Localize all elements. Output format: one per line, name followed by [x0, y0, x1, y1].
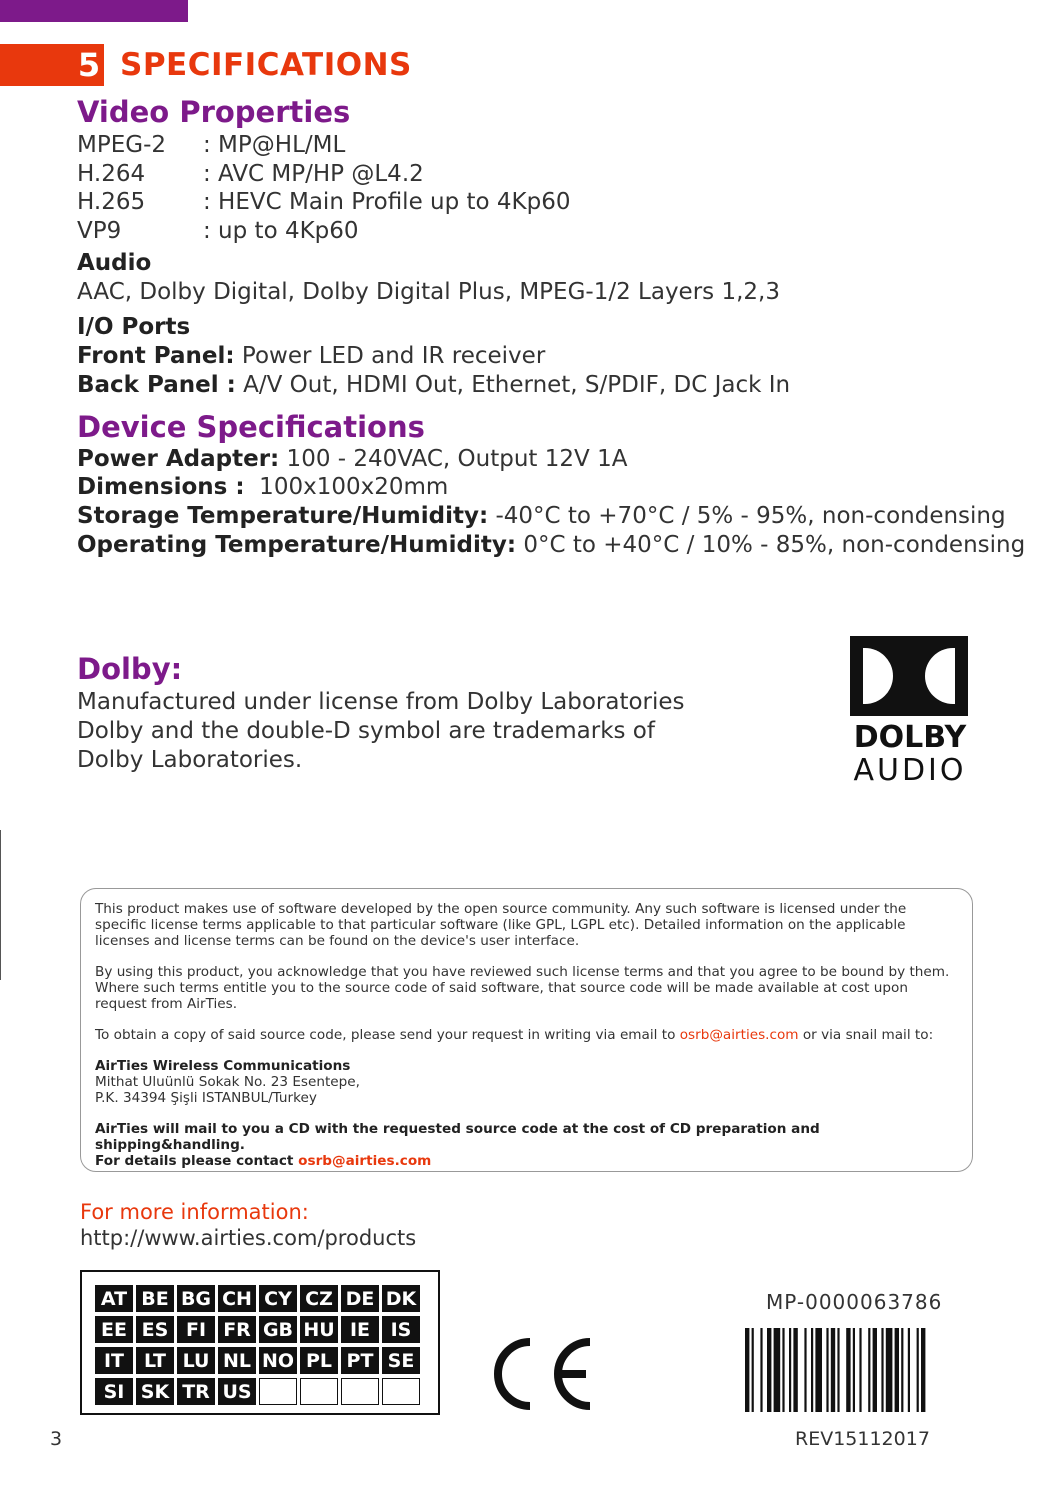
country-code-cell: LU — [177, 1347, 215, 1374]
country-codes-grid — [80, 1270, 440, 1415]
country-code-cell — [382, 1378, 420, 1405]
front-panel-row: Front Panel: Power LED and IR receiver — [77, 343, 546, 369]
country-code-cell: FR — [218, 1316, 256, 1343]
video-row: MPEG-2 : MP@HL/ML — [77, 132, 346, 158]
country-code-cell: FI — [177, 1316, 215, 1343]
country-code-cell: DE — [341, 1285, 379, 1312]
country-code-cell — [259, 1378, 297, 1405]
country-code-cell: BE — [136, 1285, 174, 1312]
io-ports-heading: I/O Ports — [77, 314, 191, 340]
barcode-icon — [745, 1328, 975, 1412]
country-code-cell: AT — [95, 1285, 133, 1312]
video-row: VP9 : up to 4Kp60 — [77, 217, 359, 244]
revision-code: REV15112017 — [795, 1428, 930, 1450]
country-code-cell: CH — [218, 1285, 256, 1312]
country-code-cell: HU — [300, 1316, 338, 1343]
more-info-url[interactable]: http://www.airties.com/products — [80, 1226, 417, 1250]
country-code-cell: IE — [341, 1316, 379, 1343]
country-code-cell: CZ — [300, 1285, 338, 1312]
ce-mark-icon — [486, 1334, 596, 1414]
country-code-cell: US — [218, 1378, 256, 1405]
dolby-heading: Dolby: — [77, 652, 183, 686]
country-code-cell: CY — [259, 1285, 297, 1312]
more-info-label: For more information: — [80, 1200, 309, 1224]
mp-number: MP-0000063786 — [766, 1290, 943, 1314]
country-code-cell: NL — [218, 1347, 256, 1374]
video-row: H.265 : HEVC Main Profile up to 4Kp60 — [77, 189, 571, 215]
country-code-cell: GB — [259, 1316, 297, 1343]
video-properties-heading: Video Properties — [77, 95, 351, 129]
open-source-notice — [80, 888, 973, 1172]
country-code-cell: ES — [136, 1316, 174, 1343]
dolby-audio-logo — [850, 636, 970, 788]
section-title: SPECIFICATIONS — [120, 47, 412, 83]
country-code-cell: BG — [177, 1285, 215, 1312]
country-code-cell: TR — [177, 1378, 215, 1405]
section-number: 5 — [77, 46, 101, 84]
top-accent-bar — [0, 0, 188, 22]
email-link[interactable]: osrb@airties.com — [298, 1153, 432, 1169]
page-number: 3 — [50, 1428, 63, 1450]
storage-temp-row: Storage Temperature/Humidity: -40°C to +70°C / 5% - 95%, non-condensing — [77, 503, 1006, 529]
dolby-double-d-icon — [850, 636, 968, 716]
email-link[interactable]: osrb@airties.com — [679, 1027, 799, 1043]
notice-paragraph: By using this product, you acknowledge that you have reviewed such license terms and that you agree to be bound by them. Where such terms entitle you to the source code of said software, that source code will be made available at cost upon request from AirTies. — [95, 964, 950, 1012]
power-adapter-row: Power Adapter: 100 - 240VAC, Output 12V 1A — [77, 446, 628, 472]
country-code-cell: NO — [259, 1347, 297, 1374]
country-code-cell: EE — [95, 1316, 133, 1343]
back-panel-row: Back Panel : A/V Out, HDMI Out, Ethernet, S/PDIF, DC Jack In — [77, 372, 791, 398]
country-code-cell — [341, 1378, 379, 1405]
page-edge-line — [0, 830, 1, 980]
country-code-cell: DK — [382, 1285, 420, 1312]
video-properties-list — [77, 131, 571, 245]
audio-text: AAC, Dolby Digital, Dolby Digital Plus, MPEG-1/2 Layers 1,2,3 — [77, 279, 780, 305]
dimensions-row: Dimensions : 100x100x20mm — [77, 474, 449, 500]
country-code-cell: IS — [382, 1316, 420, 1343]
video-row: H.264 : AVC MP/HP @L4.2 — [77, 160, 424, 187]
audio-logo-word: AUDIO — [853, 753, 967, 788]
notice-final-text: AirTies will mail to you a CD with the requested source code at the cost of CD preparation and shipping&handling. For details please contact osrb@airties.com — [95, 1121, 820, 1169]
country-code-cell: PL — [300, 1347, 338, 1374]
audio-heading: Audio — [77, 250, 152, 276]
country-code-cell — [300, 1378, 338, 1405]
notice-paragraph: To obtain a copy of said source code, please send your request in writing via email to osrb@airties.com or via snail mail to: — [95, 1027, 934, 1043]
country-code-cell: SK — [136, 1378, 174, 1405]
country-code-cell: SI — [95, 1378, 133, 1405]
country-code-cell: PT — [341, 1347, 379, 1374]
country-code-cell: LT — [136, 1347, 174, 1374]
notice-paragraph: This product makes use of software developed by the open source community. Any such software is licensed under the specific license terms applicable to that particular software (like GPL, LGPL etc). Detailed information on the applicable licenses and license terms can be found on the device's user interface. — [95, 901, 907, 949]
dolby-text: Manufactured under license from Dolby Laboratories Dolby and the double-D symbol are trademarks of Dolby Laboratories. — [77, 689, 685, 773]
device-specs-heading: Device Specifications — [77, 410, 425, 444]
country-code-cell: SE — [382, 1347, 420, 1374]
operating-temp-row: Operating Temperature/Humidity: 0°C to +40°C / 10% - 85%, non-condensing — [77, 532, 1026, 558]
country-code-cell: IT — [95, 1347, 133, 1374]
dolby-logo-word: DOLBY — [853, 720, 967, 755]
company-address: AirTies Wireless Communications Mithat Uluünlü Sokak No. 23 Esentepe, P.K. 34394 Şişli ISTANBUL/Turkey — [95, 1058, 360, 1106]
